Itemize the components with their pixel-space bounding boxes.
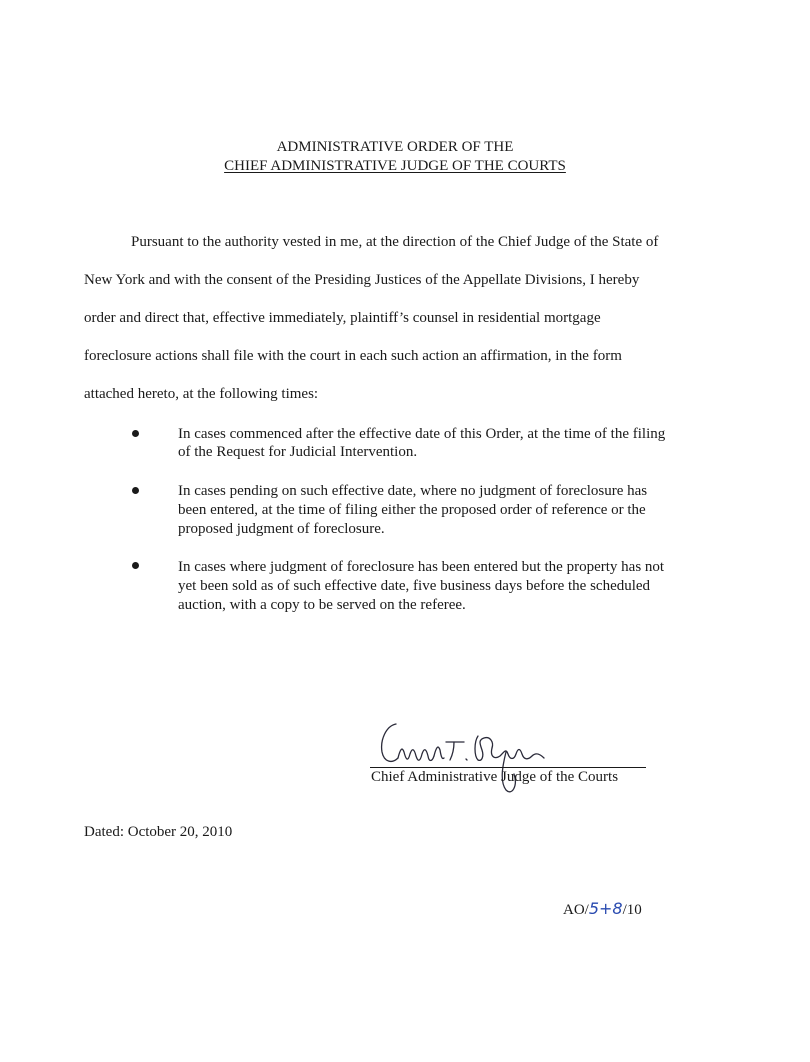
bullet-3-line-1: In cases where judgment of foreclosure has been entered but the property has not: [178, 559, 665, 575]
signature-label: Chief Administrative Judge of the Courts: [371, 769, 619, 785]
body-line-1: Pursuant to the authority vested in me, at the direction of the Chief Judge of the State of: [131, 234, 659, 250]
order-number-suffix: /10: [622, 902, 642, 918]
bullet-2-line-2: been entered, at the time of filing either the proposed order of reference or the: [178, 502, 646, 518]
order-number-prefix: AO/: [563, 902, 589, 918]
body-line-4: foreclosure actions shall file with the court in each such action an affirmation, in the form: [84, 348, 622, 364]
bullet-1-line-1: In cases commenced after the effective date of this Order, at the time of the filing: [178, 426, 666, 442]
bullet-icon: [132, 430, 139, 437]
bullet-2-line-3: proposed judgment of foreclosure.: [178, 521, 385, 537]
bullet-icon: [132, 562, 139, 569]
bullet-icon: [132, 487, 139, 494]
bullet-1-line-2: of the Request for Judicial Intervention.: [178, 444, 418, 460]
order-title-line2: CHIEF ADMINISTRATIVE JUDGE OF THE COURTS: [224, 158, 566, 174]
order-number-handwritten: 5+8: [588, 899, 623, 918]
bullet-2-line-1: In cases pending on such effective date, where no judgment of foreclosure has: [178, 483, 648, 499]
order-title-line1: ADMINISTRATIVE ORDER OF THE: [276, 139, 514, 155]
order-number: [563, 900, 642, 919]
bullet-3-line-3: auction, with a copy to be served on the referee.: [178, 597, 466, 613]
body-line-3: order and direct that, effective immediately, plaintiff’s counsel in residential mortgage: [84, 310, 601, 326]
dated-line: Dated: October 20, 2010: [84, 824, 233, 840]
body-line-5: attached hereto, at the following times:: [84, 386, 319, 402]
body-line-2: New York and with the consent of the Presiding Justices of the Appellate Divisions, I hereby: [84, 272, 640, 288]
bullet-3-line-2: yet been sold as of such effective date, five business days before the scheduled: [178, 578, 651, 594]
